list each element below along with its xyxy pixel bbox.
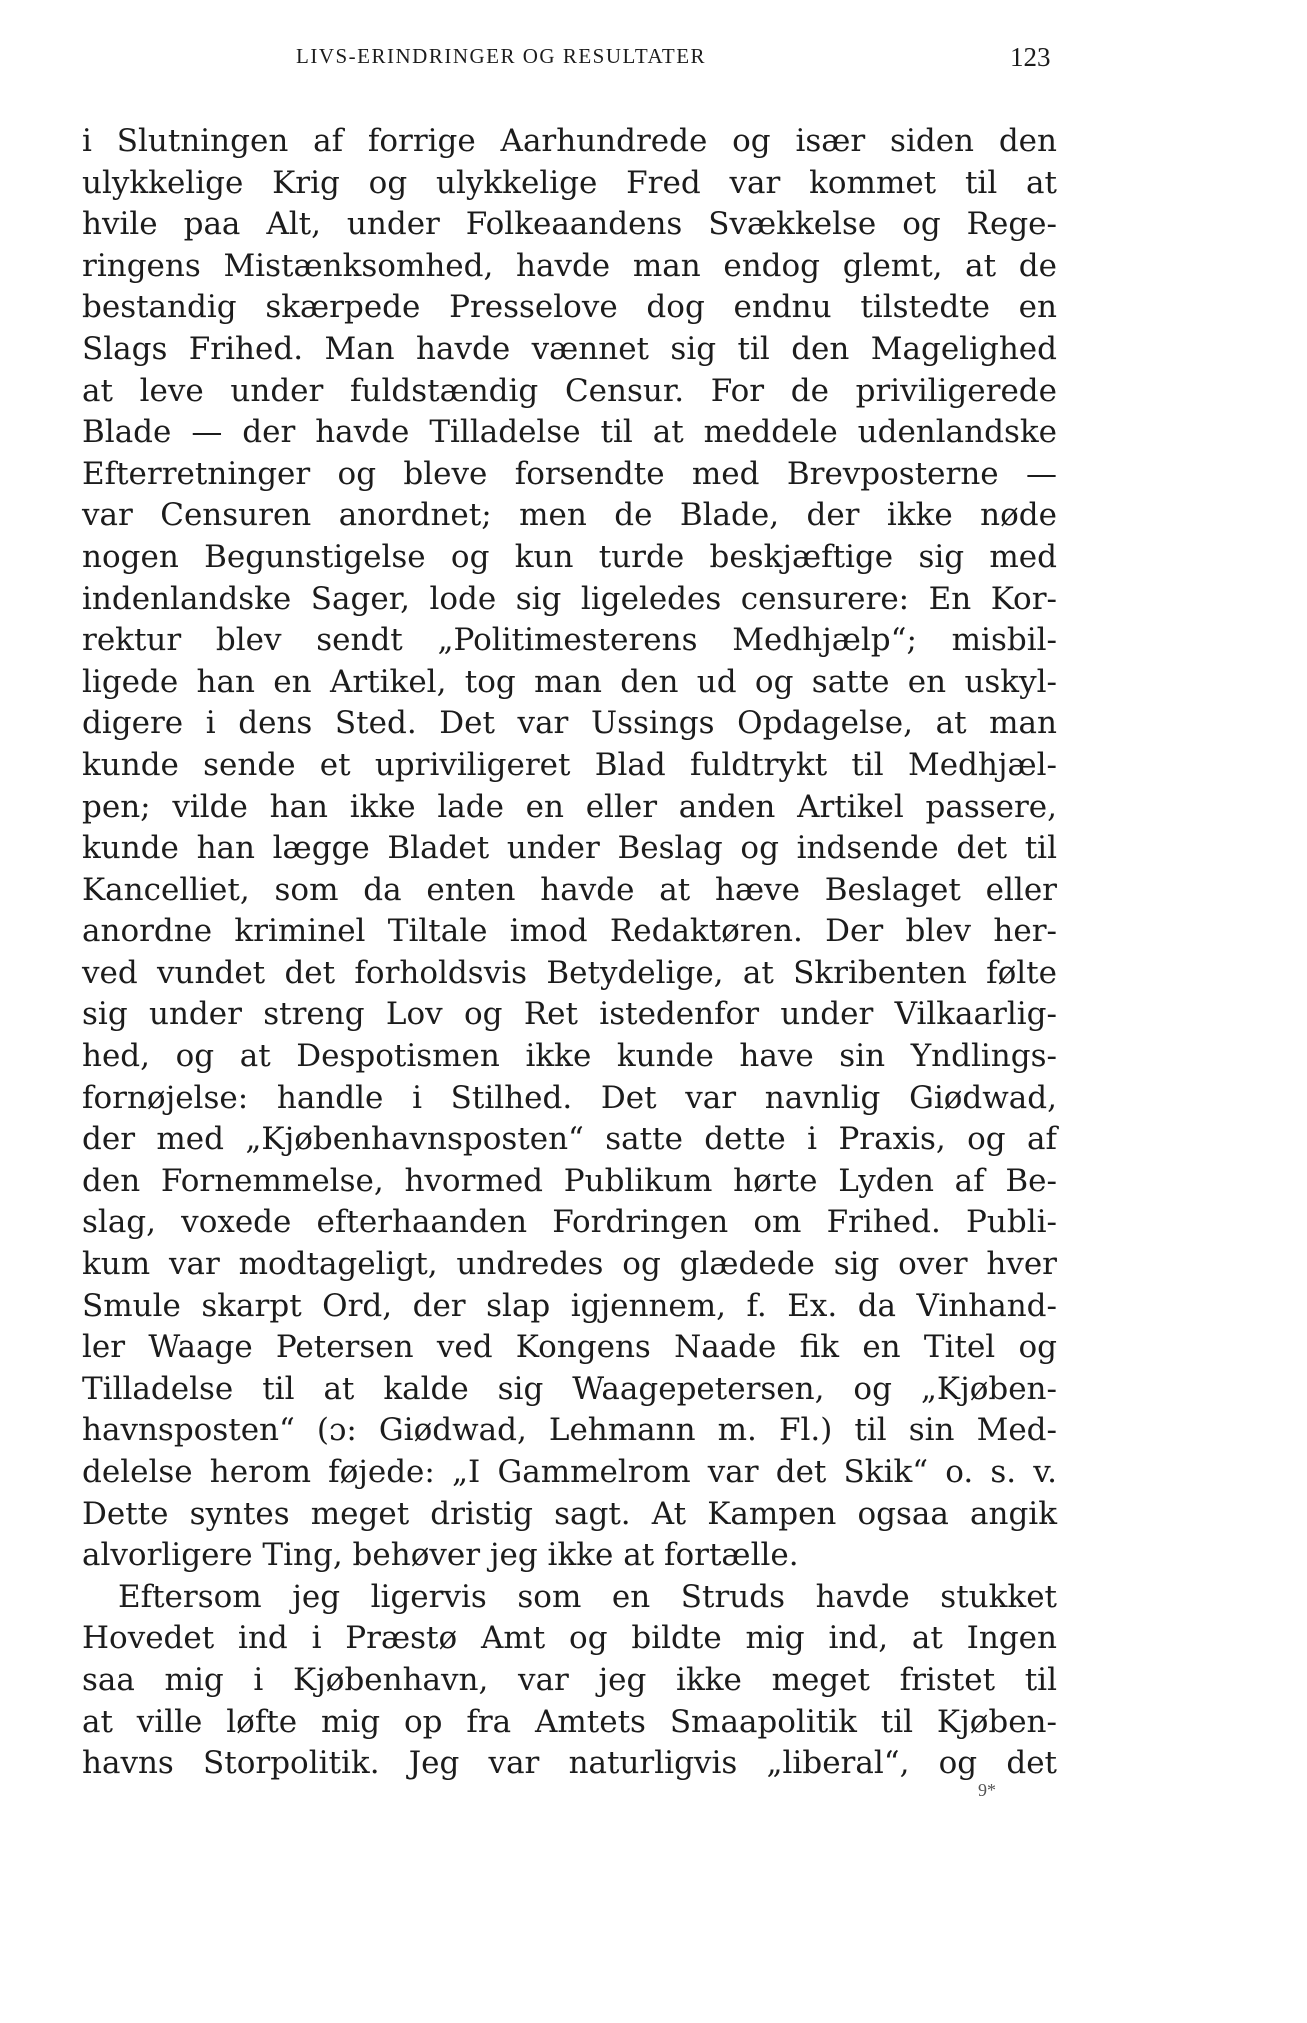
- printer-signature: 9*: [978, 1780, 996, 1800]
- text-line: ved vundet det forholdsvis Betydelige, at Skribenten følte: [82, 954, 1057, 991]
- text-line: Blade — der havde Tilladelse til at meddele udenlandske: [82, 414, 1057, 451]
- text-line: Tilladelse til at kalde sig Waagepetersen, og „Kjøben-: [82, 1370, 1057, 1407]
- text-line: hvile paa Alt, under Folkeaandens Svækkelse og Rege-: [82, 206, 1057, 243]
- text-line: kunde sende et upriviligeret Blad fuldtrykt til Medhjæl-: [82, 746, 1057, 783]
- page-header: [0, 38, 1307, 78]
- text-line: ler Waage Petersen ved Kongens Naade fik en Titel og: [82, 1329, 1057, 1366]
- text-line: sig under streng Lov og Ret istedenfor under Vilkaarlig-: [82, 996, 1057, 1033]
- running-title: LIVS-ERINDRINGER OG RESULTATER: [296, 44, 707, 68]
- text-line: fornøjelse: handle i Stilhed. Det var navnlig Giødwad,: [82, 1079, 1057, 1116]
- text-line: Slags Frihed. Man havde vænnet sig til den Magelighed: [82, 330, 1057, 367]
- text-line: hed, og at Despotismen ikke kunde have sin Yndlings-: [82, 1038, 1057, 1075]
- text-line: ringens Mistænksomhed, havde man endog glemt, at de: [82, 247, 1057, 284]
- text-line: ulykkelige Krig og ulykkelige Fred var kommet til at: [82, 164, 1057, 201]
- text-line: pen; vilde han ikke lade en eller anden Artikel passere,: [82, 788, 1057, 825]
- text-line: at leve under fuldstændig Censur. For de priviligerede: [82, 372, 1057, 409]
- text-line: kum var modtageligt, undredes og glædede sig over hver: [82, 1246, 1057, 1283]
- text-line: Hovedet ind i Præstø Amt og bildte mig ind, at Ingen: [82, 1620, 1057, 1657]
- text-line: nogen Begunstigelse og kun turde beskjæftige sig med: [82, 538, 1057, 575]
- text-line: at ville løfte mig op fra Amtets Smaapolitik til Kjøben-: [82, 1703, 1057, 1740]
- text-line: Smule skarpt Ord, der slap igjennem, f. Ex. da Vinhand-: [82, 1287, 1057, 1324]
- text-line: i Slutningen af forrige Aarhundrede og især siden den: [82, 123, 1057, 159]
- text-line: saa mig i Kjøbenhavn, var jeg ikke meget fristet til: [82, 1661, 1057, 1698]
- text-line: alvorligere Ting, behøver jeg ikke at fortælle.: [82, 1537, 799, 1574]
- text-line: rektur blev sendt „Politimesterens Medhjælp“; misbil-: [82, 622, 1057, 659]
- text-line: havns Storpolitik. Jeg var naturligvis „liberal“, og det: [82, 1745, 1057, 1782]
- body-text: [82, 121, 1057, 1785]
- text-line: var Censuren anordnet; men de Blade, der ikke nøde: [82, 497, 1057, 534]
- text-line: kunde han lægge Bladet under Beslag og indsende det til: [82, 830, 1057, 867]
- text-line: Efterretninger og bleve forsendte med Brevposterne —: [82, 455, 1057, 492]
- text-line: delelse herom føjede: „I Gammelrom var det Skik“ o. s. v.: [82, 1454, 1057, 1490]
- text-line: bestandig skærpede Presselove dog endnu tilstedte en: [82, 289, 1057, 326]
- text-line: havnsposten“ (ɔ: Giødwad, Lehmann m. Fl.) til sin Med-: [82, 1412, 1057, 1449]
- text-line: der med „Kjøbenhavnsposten“ satte dette i Praxis, og af: [82, 1121, 1057, 1158]
- text-line: digere i dens Sted. Det var Ussings Opdagelse, at man: [82, 705, 1057, 742]
- paragraph-start-line: Eftersom jeg ligervis som en Struds havde stukket: [118, 1578, 1057, 1615]
- text-line: Dette syntes meget dristig sagt. At Kampen ogsaa angik: [82, 1495, 1057, 1532]
- text-line: anordne kriminel Tiltale imod Redaktøren. Der blev her-: [82, 913, 1057, 950]
- page-number: 123: [1010, 42, 1051, 72]
- text-line: Kancelliet, som da enten havde at hæve Beslaget eller: [82, 871, 1057, 908]
- text-line: den Fornemmelse, hvormed Publikum hørte Lyden af Be-: [82, 1162, 1057, 1199]
- text-line: ligede han en Artikel, tog man den ud og satte en uskyl-: [82, 663, 1057, 700]
- text-line: slag, voxede efterhaanden Fordringen om Frihed. Publi-: [82, 1204, 1057, 1241]
- text-line: indenlandske Sager, lode sig ligeledes censurere: En Kor-: [82, 580, 1057, 617]
